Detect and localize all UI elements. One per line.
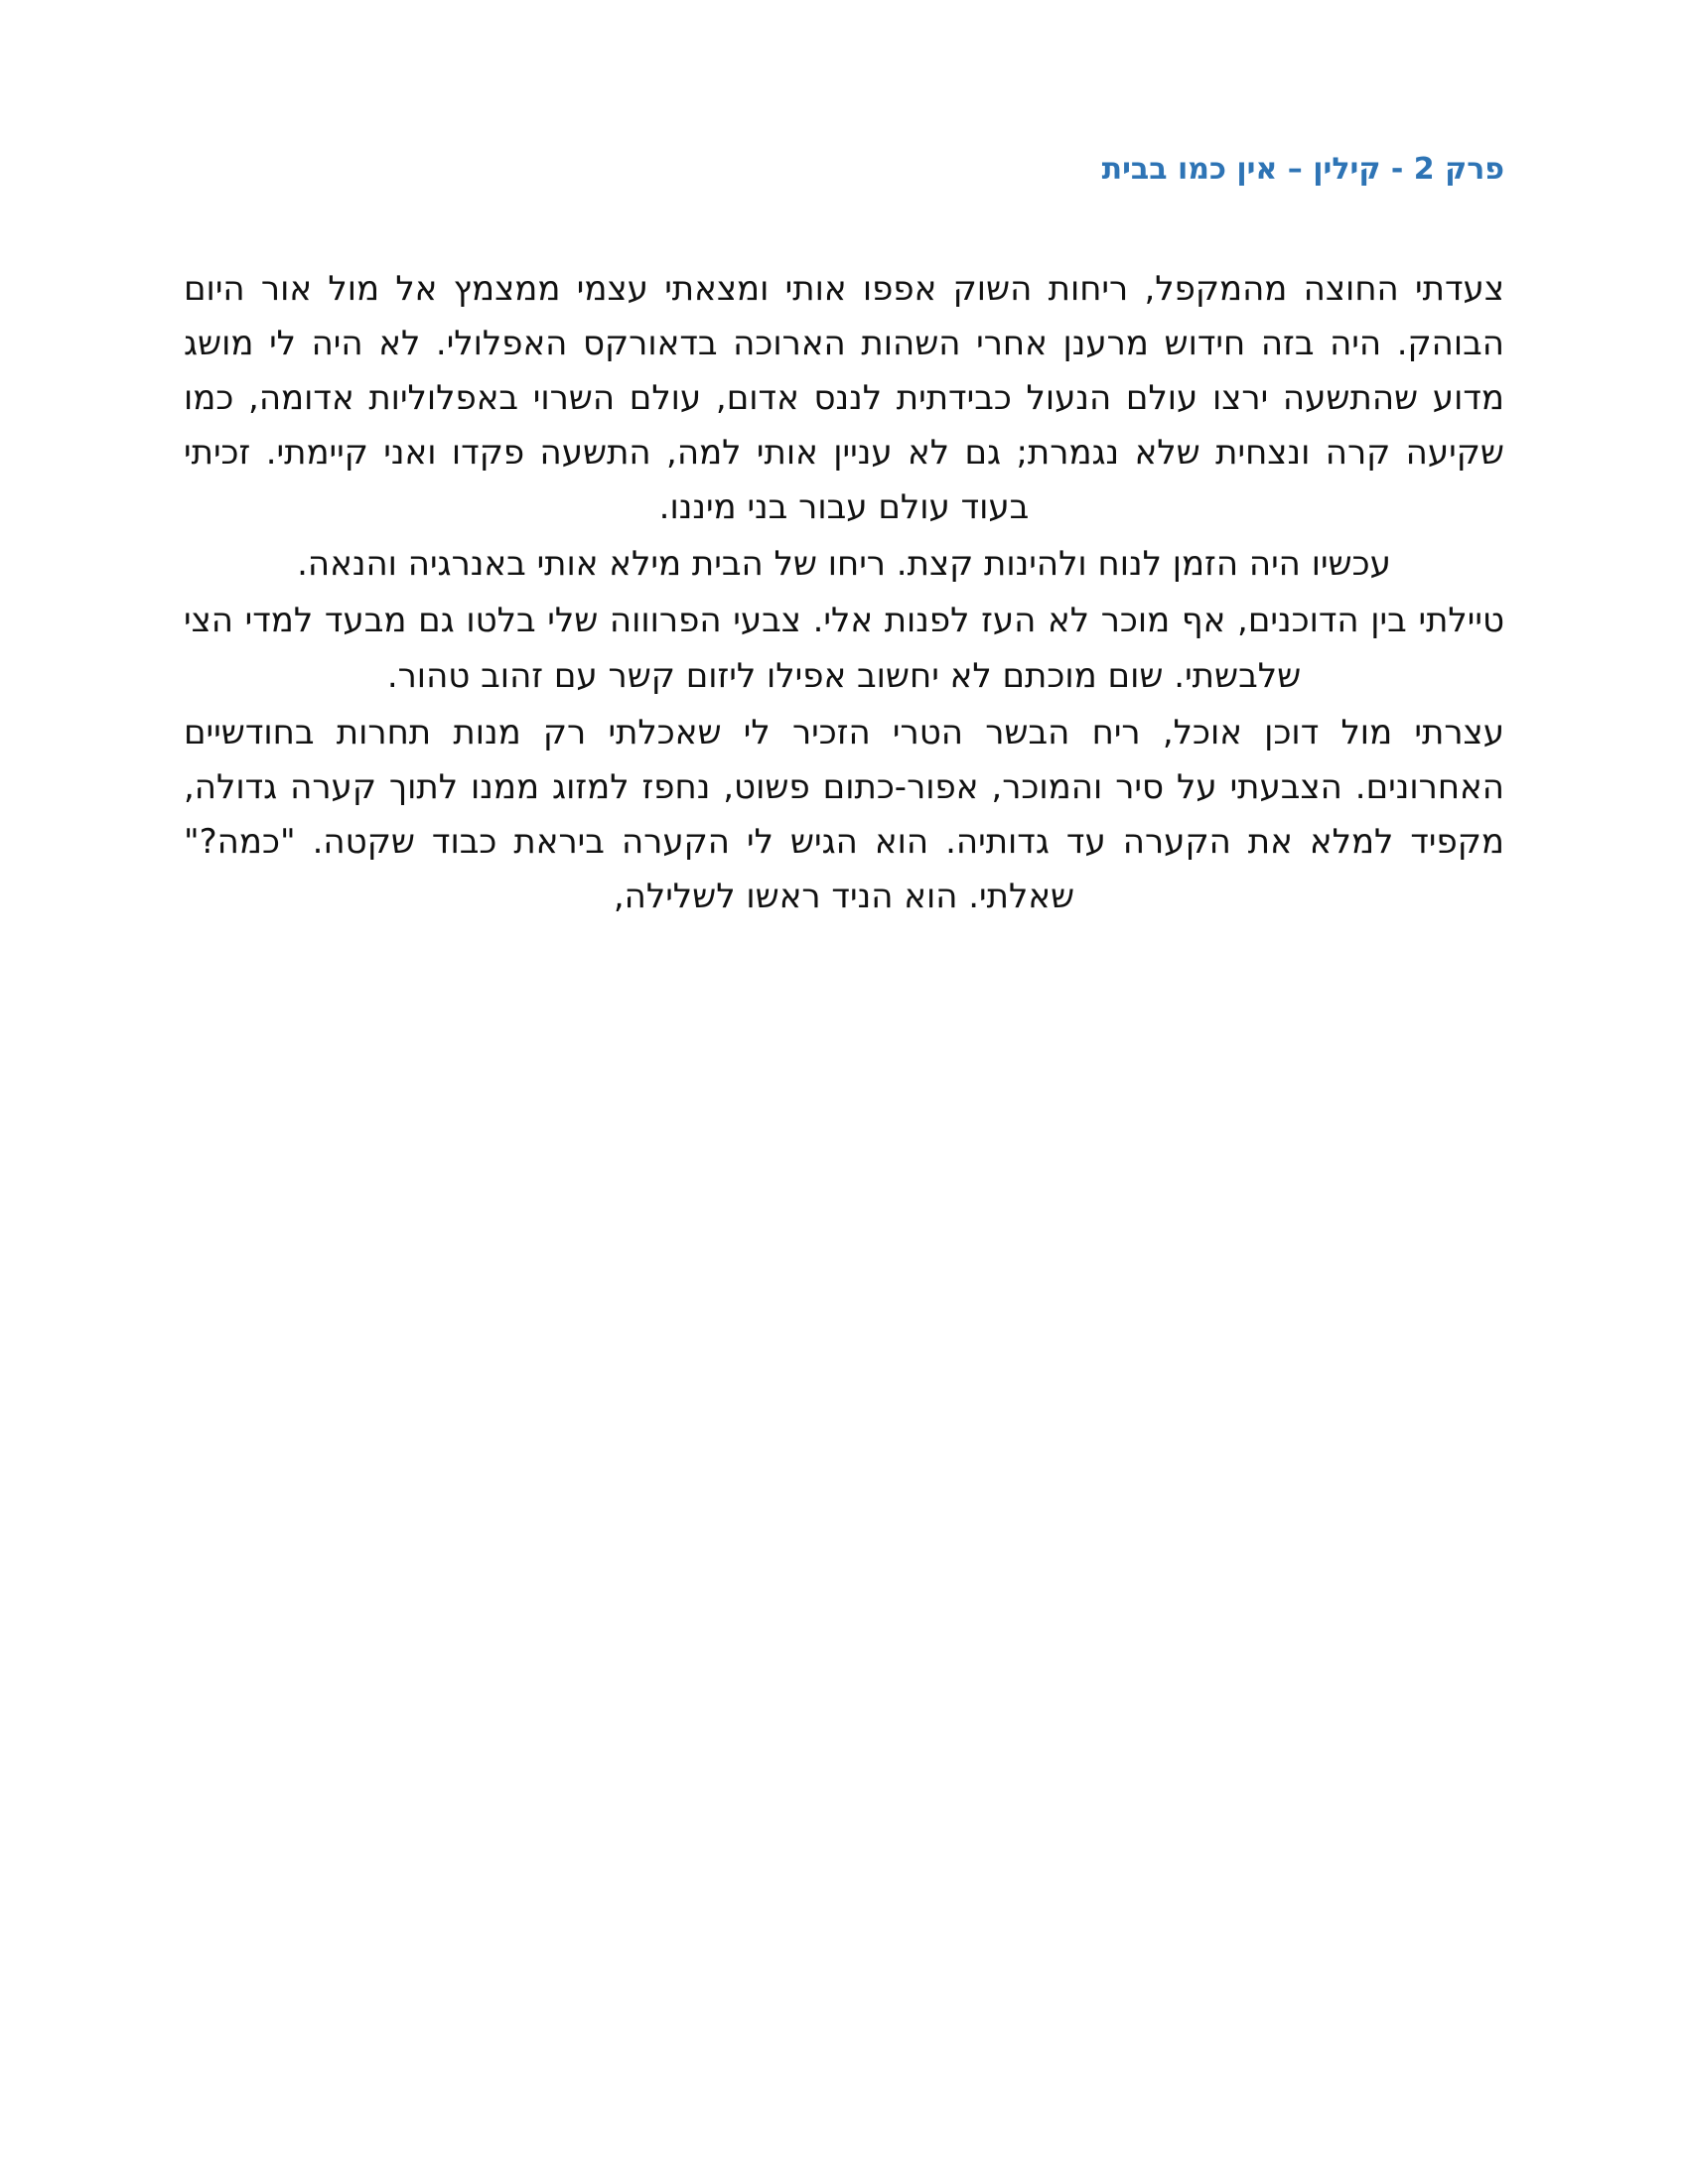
paragraph: עכשיו היה הזמן לנוח ולהינות קצת. ריחו של הבית מילא אותי באנרגיה והנאה.	[297, 544, 1391, 585]
chapter-heading: פרק 2 - קילין – אין כמו בבית	[1101, 152, 1504, 187]
paragraph: עצרתי מול דוכן אוכל, ריח הבשר הטרי הזכיר לי שאכלתי רק מנות תחרות בחודשיים האחרונים. הצבעתי על סיר והמוכר, אפור-כתום פשוט, נחפז למזוג ממנו לתוך קערה גדולה, מקפיד למלא את הקערה עד גדותיה. הוא הגיש לי הקערה ביראת כבוד שקטה. "כמה?" שאלתי. הוא הניד ראשו לשלילה,	[184, 712, 1504, 916]
document-body	[184, 262, 1504, 924]
paragraph: צעדתי החוצה מהמקפל, ריחות השוק אפפו אותי ומצאתי עצמי ממצמץ אל מול אור היום הבוהק. היה בזה חידוש מרענן אחרי השהות הארוכה בדאורקס האפלולי. לא היה לי מושג מדוע שהתשעה ירצו עולם הנעול כבידתית לננס אדום, עולם השרוי באפלוליות אדומה, כמו שקיעה קרה ונצחית שלא נגמרת; גם לא עניין אותי למה, התשעה פקדו ואני קיימתי. זכיתי בעוד עולם עבור בני מיננו.	[184, 269, 1504, 528]
paragraph: טיילתי בין הדוכנים, אף מוכר לא העז לפנות אלי. צבעי הפרוווה שלי בלטו גם מבעד למדי הצי שלבשתי. שום מוכתם לא יחשוב אפילו ליזום קשר עם זהוב טהור.	[184, 601, 1504, 696]
